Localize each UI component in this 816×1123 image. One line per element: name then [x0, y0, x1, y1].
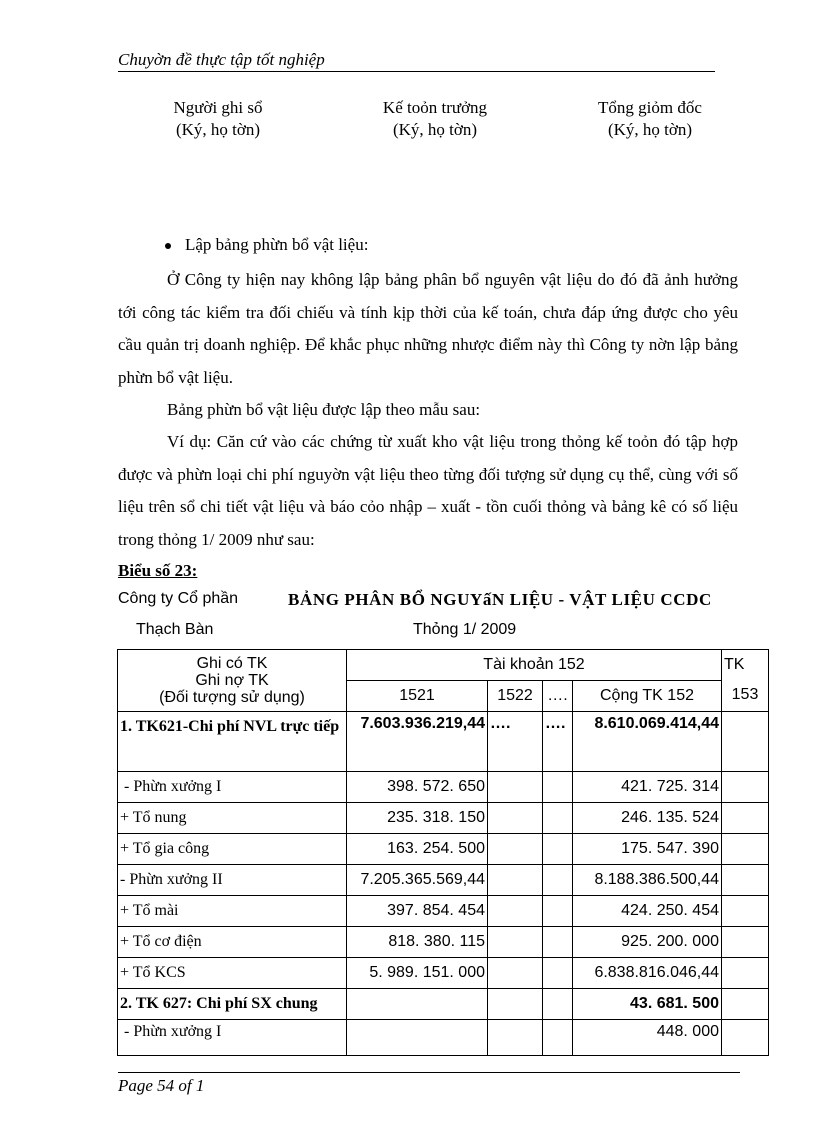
row-label: 2. TK 627: Chi phí SX chung: [118, 989, 347, 1020]
header-cong-tk152: Cộng TK 152: [573, 681, 722, 712]
footer-rule: [118, 1072, 740, 1073]
table-row: [118, 896, 769, 927]
page-number: Page 54 of 1: [118, 1076, 205, 1095]
header-tk153-b: 153: [731, 686, 759, 703]
allocation-table: [117, 649, 769, 1056]
cell-cong: 246. 135. 524: [573, 803, 722, 834]
cell-1522: [488, 772, 543, 803]
signature-note: (Ký, họ tờn): [175, 120, 261, 139]
signature-note: (Ký, họ tờn): [392, 120, 478, 139]
cell-1521: 397. 854. 454: [347, 896, 488, 927]
cell-dots: [543, 803, 573, 834]
header-ghi-no: Ghi nợ TK: [195, 672, 269, 689]
cell-cong: 6.838.816.046,44: [573, 958, 722, 989]
row-label: 1. TK621-Chi phí NVL trực tiếp: [118, 712, 347, 772]
cell-1521: [347, 1020, 488, 1056]
header-dots: ….: [543, 681, 573, 712]
cell-153: [722, 712, 769, 772]
table-row: [118, 772, 769, 803]
cell-1521: 398. 572. 650: [347, 772, 488, 803]
cell-cong: 421. 725. 314: [573, 772, 722, 803]
cell-dots: [543, 1020, 573, 1056]
signature-block-director: [550, 97, 750, 141]
paragraph-2: Bảng phừn bổ vật liệu được lập theo mẫu sau:: [167, 400, 481, 419]
signature-role: Kế toỏn trưởng: [382, 98, 488, 117]
cell-1522: [488, 865, 543, 896]
cell-dots: ….: [543, 712, 573, 772]
cell-1521: 5. 989. 151. 000: [347, 958, 488, 989]
cell-1522: [488, 834, 543, 865]
header-tk152: Tài khoản 152: [347, 650, 722, 681]
cell-cong: 424. 250. 454: [573, 896, 722, 927]
cell-1521: 818. 380. 115: [347, 927, 488, 958]
bullet-item: [165, 235, 368, 255]
cell-1521: [347, 989, 488, 1020]
bullet-icon: [165, 243, 171, 249]
signature-block-recorder: [118, 97, 318, 141]
cell-cong: 175. 547. 390: [573, 834, 722, 865]
cell-dots: [543, 896, 573, 927]
header-1521: 1521: [347, 681, 488, 712]
cell-1522: [488, 989, 543, 1020]
row-label: + Tổ gia công: [118, 834, 347, 865]
form-label: Biểu số 23:: [118, 561, 198, 580]
header-tk153-a: TK: [724, 656, 745, 673]
cell-dots: [543, 958, 573, 989]
header-doi-tuong: (Đối tượng sử dụng): [159, 689, 305, 706]
header-1522: 1522: [488, 681, 543, 712]
cell-dots: [543, 865, 573, 896]
cell-1522: [488, 803, 543, 834]
row-label: - Phừn xưởng I: [118, 1020, 347, 1056]
cell-1522: [488, 896, 543, 927]
cell-153: [722, 834, 769, 865]
table-row: [118, 958, 769, 989]
cell-cong: 925. 200. 000: [573, 927, 722, 958]
row-label: + Tổ cơ điện: [118, 927, 347, 958]
table-row: [118, 927, 769, 958]
header-tk153-cell: [722, 650, 769, 712]
cell-153: [722, 865, 769, 896]
cell-153: [722, 803, 769, 834]
cell-dots: [543, 989, 573, 1020]
cell-153: [722, 772, 769, 803]
cell-1521: 163. 254. 500: [347, 834, 488, 865]
table-title: BẢNG PHÂN BỔ NGUYấN LIỆU - VẬT LIỆU CCDC: [288, 590, 712, 609]
cell-cong: 8.610.069.414,44: [573, 712, 722, 772]
table-row: [118, 865, 769, 896]
cell-cong: 43. 681. 500: [573, 989, 722, 1020]
cell-1521: 7.205.365.569,44: [347, 865, 488, 896]
cell-153: [722, 927, 769, 958]
table-row: [118, 712, 769, 772]
company-name-line1: Công ty Cổ phần: [118, 590, 239, 607]
company-name-line2: Thạch Bàn: [136, 621, 214, 638]
cell-1522: [488, 1020, 543, 1056]
table-row: [118, 1020, 769, 1056]
row-label: - Phừn xưởng II: [118, 865, 347, 896]
header-rule: [118, 71, 715, 72]
cell-cong: 8.188.386.500,44: [573, 865, 722, 896]
table-month: Thỏng 1/ 2009: [413, 621, 517, 638]
table-row: [118, 989, 769, 1020]
header-ghi-co: Ghi có TK: [196, 655, 268, 672]
signature-block-chief-accountant: [335, 97, 535, 141]
paragraph-1: Ở Công ty hiện nay không lập bảng phân bổ nguyên vật liệu do đó đã ảnh hưởng tới công tác kiểm tra đối chiếu và tính kịp thời của kế toán, chưa đáp ứng được cho yêu cầu quản trị doanh nghiệp. Để khắc phục những nhược điểm này thì Công ty nờn lập bảng phừn bổ vật liệu.: [118, 270, 738, 387]
cell-153: [722, 1020, 769, 1056]
signature-role: Tổng giỏm đốc: [598, 98, 702, 117]
cell-1522: [488, 958, 543, 989]
table-row: [118, 803, 769, 834]
row-label: + Tổ KCS: [118, 958, 347, 989]
cell-153: [722, 958, 769, 989]
cell-153: [722, 989, 769, 1020]
signature-note: (Ký, họ tờn): [607, 120, 693, 139]
cell-1522: ….: [488, 712, 543, 772]
paragraph-3: Ví dụ: Căn cứ vào các chứng từ xuất kho vật liệu trong thỏng kế toỏn đó tập hợp được và phừn loại chi phí nguyờn vật liệu theo từng đối tượng sử dụng cụ thể, cùng với số liệu trên sổ chi tiết vật liệu và báo cỏo nhập – xuất - tồn cuối thỏng và bảng kê có số liệu trong thỏng 1/ 2009 như sau:: [118, 432, 738, 549]
cell-1522: [488, 927, 543, 958]
cell-cong: 448. 000: [573, 1020, 722, 1056]
row-label: - Phừn xưởng I: [118, 772, 347, 803]
cell-dots: [543, 834, 573, 865]
cell-153: [722, 896, 769, 927]
row-label: + Tổ mài: [118, 896, 347, 927]
cell-dots: [543, 772, 573, 803]
table-row: [118, 834, 769, 865]
cell-1521: 7.603.936.219,44: [347, 712, 488, 772]
bullet-text: Lập bảng phừn bổ vật liệu:: [185, 235, 369, 254]
header-debit-credit-cell: [118, 650, 347, 712]
cell-dots: [543, 927, 573, 958]
signature-role: Người ghi sổ: [173, 98, 263, 117]
cell-1521: 235. 318. 150: [347, 803, 488, 834]
document-header-title: Chuyờn đề thực tập tốt nghiệp: [118, 50, 325, 69]
row-label: + Tổ nung: [118, 803, 347, 834]
